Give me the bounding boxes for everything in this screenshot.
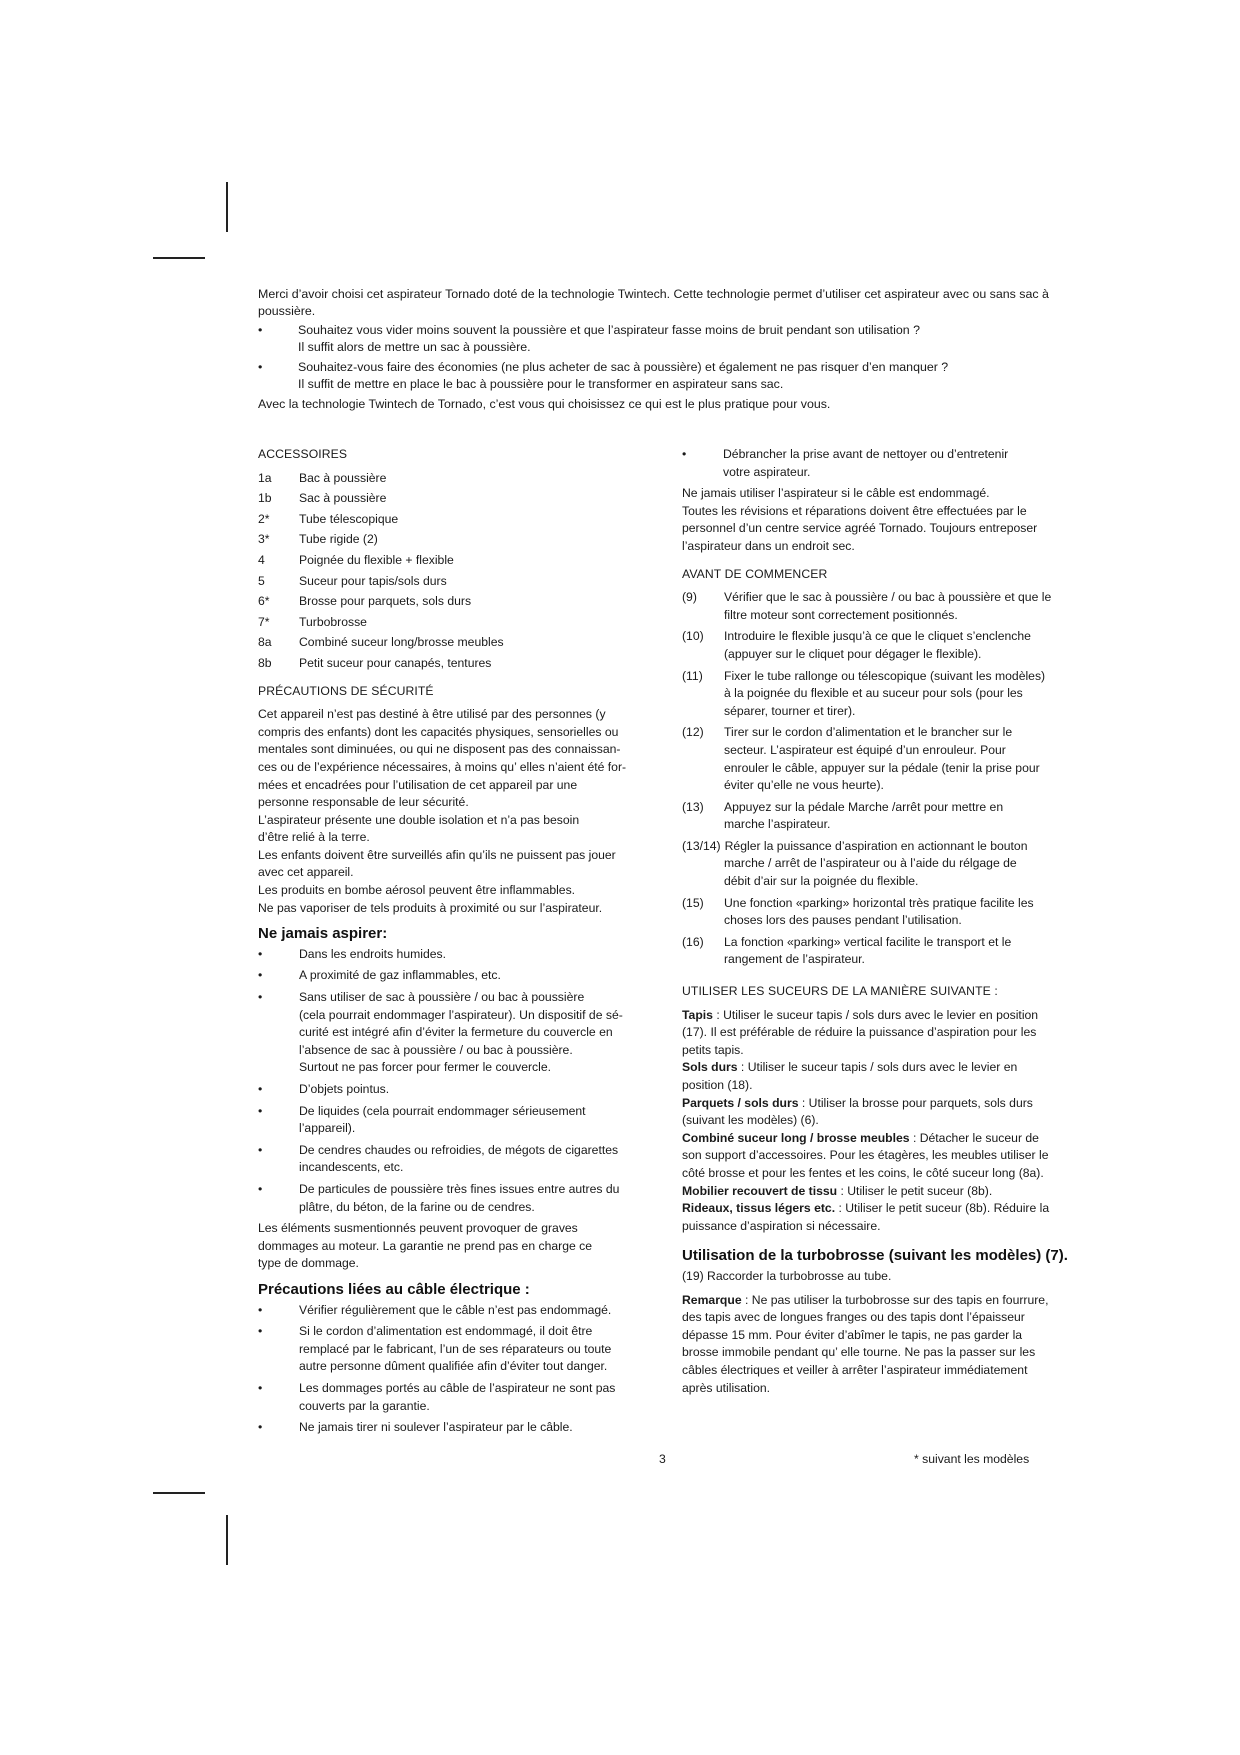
never-aspirate-title: Ne jamais aspirer:	[258, 925, 388, 943]
accessory-number: 8a	[258, 635, 272, 650]
list-item-text: Ne jamais tirer ni soulever l’aspirateur par le câble.	[299, 1420, 573, 1435]
nozzle-term: Tapis	[682, 1007, 713, 1022]
step-text: enrouler le câble, appuyer sur la pédale (tenir la prise pour	[724, 760, 1040, 775]
text-line: (suivant les modèles) (6).	[682, 1113, 819, 1128]
manual-page	[258, 286, 1072, 1435]
text-line: Les éléments susmentionnés peuvent provoquer de graves	[258, 1221, 578, 1236]
accessory-item	[258, 490, 650, 508]
crop-mark-bottom-vertical	[226, 1515, 228, 1565]
step-text: débit d’air sur la poignée du flexible.	[724, 874, 919, 889]
step-text: marche l’aspirateur.	[724, 817, 831, 832]
list-item-text: l’appareil).	[299, 1121, 356, 1136]
text-line: (17). Il est préférable de réduire la puissance d’aspiration pour les	[682, 1025, 1037, 1040]
list-item-text: (cela pourrait endommager l’aspirateur). Un dispositif de sé-	[299, 1007, 623, 1022]
step-text: séparer, tourner et tirer).	[724, 703, 856, 718]
text-line	[682, 1095, 1074, 1113]
accessory-number: 4	[258, 552, 265, 567]
step-number: (13)	[682, 799, 704, 814]
bullet-icon: •	[258, 1420, 263, 1435]
text-line: après utilisation.	[682, 1380, 771, 1395]
step-text: choses lors des pauses pendant l’utilisation.	[724, 913, 962, 928]
list-item	[258, 1323, 650, 1376]
text-line: L’aspirateur présente une double isolation et n’a pas besoin	[258, 812, 580, 827]
step-text: Vérifier que le sac à poussière / ou bac à poussière et que le	[724, 590, 1052, 605]
accessory-item	[258, 634, 650, 652]
accessory-item	[258, 552, 650, 570]
list-item-text: Surtout ne pas forcer pour fermer le couvercle.	[299, 1060, 551, 1075]
nozzle-term: Parquets / sols durs	[682, 1095, 799, 1110]
list-item	[258, 1081, 650, 1099]
text-line: petits tapis.	[682, 1042, 744, 1057]
accessory-item	[258, 655, 650, 673]
bullet-icon: •	[258, 990, 263, 1005]
accessory-label: Suceur pour tapis/sols durs	[299, 573, 447, 588]
text-line: dommages au moteur. La garantie ne prend pas en charge ce	[258, 1238, 593, 1253]
list-item-text: Si le cordon d’alimentation est endommagé, il doit être	[299, 1324, 593, 1339]
text-line: brosse immobile pendant qu’ elle tourne. Ne pas la passer sur les	[682, 1345, 1036, 1360]
accessory-label: Tube télescopique	[299, 511, 399, 526]
text-line: type de dommage.	[258, 1256, 359, 1271]
nozzle-term: Mobilier recouvert de tissu	[682, 1183, 838, 1198]
step-item	[682, 799, 1074, 834]
crop-mark-bottom-horizontal	[153, 1492, 205, 1494]
turbobrush-step: (19) Raccorder la turbobrosse au tube.	[682, 1268, 892, 1283]
cable-precautions-title: Précautions liées au câble électrique :	[258, 1280, 530, 1298]
step-number: (12)	[682, 725, 704, 740]
left-column	[258, 446, 650, 1441]
step-text: Fixer le tube rallonge ou télescopique (suivant les modèles)	[724, 668, 1046, 683]
step-item	[682, 668, 1074, 721]
accessory-label: Bac à poussière	[299, 470, 387, 485]
text-line: puissance d’aspiration si nécessaire.	[682, 1218, 881, 1233]
list-item-text: D’objets pointus.	[299, 1082, 390, 1096]
accessory-number: 6*	[258, 594, 270, 609]
text-line: compris des enfants) dont les capacités physiques, sensorielles ou	[258, 724, 619, 739]
step-text	[682, 838, 1074, 856]
accessory-item	[258, 593, 650, 611]
crop-mark-top-horizontal	[153, 257, 205, 259]
text-line: personne responsable de leur sécurité.	[258, 795, 469, 810]
step-item	[682, 628, 1074, 663]
list-item	[258, 1142, 650, 1177]
nozzle-term: Sols durs	[682, 1060, 738, 1075]
step-item	[682, 934, 1074, 969]
text-line: Les produits en bombe aérosol peuvent être inflammables.	[258, 883, 576, 898]
remark-paragraph	[682, 1292, 1074, 1398]
step-text: à la poignée du flexible et au suceur pour sols (pour les	[724, 686, 1023, 701]
accessory-label: Sac à poussière	[299, 491, 387, 506]
text-line: câbles électriques et veiller à arrêter l’aspirateur immédiatement	[682, 1362, 1028, 1377]
steps-list	[682, 589, 1074, 969]
text-line	[682, 1130, 1074, 1148]
text-line: avec cet appareil.	[258, 865, 354, 880]
turbobrush-title: Utilisation de la turbobrosse (suivant les modèles) (7).	[682, 1247, 1068, 1265]
bullet-icon: •	[682, 447, 687, 461]
cable-precautions-list	[258, 1302, 650, 1437]
list-item-text: autre personne dûment qualifiée afin d’éviter tout danger.	[299, 1359, 608, 1374]
list-item-text: De cendres chaudes ou refroidies, de mégots de cigarettes	[299, 1142, 619, 1157]
step-text: marche / arrêt de l’aspirateur ou à l’aide du rélgage de	[724, 856, 1017, 871]
step-text: secteur. L’aspirateur est équipé d’un enrouleur. Pour	[724, 742, 1006, 757]
step-number: (10)	[682, 629, 704, 644]
before-start-title: AVANT DE COMMENCER	[682, 566, 828, 581]
list-item-text: Vérifier régulièrement que le câble n’est pas endommagé.	[299, 1302, 612, 1317]
never-aspirate-list	[258, 946, 650, 1216]
intro-bullet-line: Souhaitez vous vider moins souvent la poussière et que l’aspirateur fasse moins de bruit pendant son utilisation ?	[298, 323, 920, 337]
step-text: (appuyer sur le cliquet pour dégager le flexible).	[724, 646, 982, 661]
step-number: (11)	[682, 668, 703, 683]
list-item	[258, 989, 650, 1077]
service-paragraph	[682, 485, 1074, 555]
text-line: Cet appareil n’est pas destiné à être utilisé par des personnes (y	[258, 707, 606, 722]
step-number: (15)	[682, 895, 704, 910]
nozzle-text: : Utiliser le suceur tapis / sols durs avec le levier en position	[712, 1007, 1039, 1022]
nozzles-paragraph	[682, 1007, 1074, 1236]
page-number: 3	[659, 1452, 666, 1466]
accessories-title: ACCESSOIRES	[258, 447, 348, 461]
list-item-text: De liquides (cela pourrait endommager sérieusement	[299, 1103, 586, 1118]
list-item	[258, 946, 650, 964]
intro-bullet-line: Il suffit alors de mettre un sac à poussière.	[298, 340, 531, 354]
step-item	[682, 589, 1074, 624]
text-line	[682, 1059, 1074, 1077]
list-item-text: Dans les endroits humides.	[299, 946, 446, 961]
text-line: des tapis avec de longues franges ou des tapis dont l’épaisseur	[682, 1310, 1025, 1325]
list-item-text: curité est intégré afin d’éviter la fermeture du couvercle en	[299, 1025, 613, 1040]
list-item-text: plâtre, du béton, de la farine ou de cendres.	[299, 1199, 535, 1214]
accessory-number: 1b	[258, 491, 272, 506]
step-text: Appuyez sur la pédale Marche /arrêt pour mettre en	[724, 799, 1004, 814]
text-line	[682, 1292, 1074, 1310]
step-text: éviter qu’elle ne vous heurte).	[724, 778, 884, 793]
accessory-item	[258, 573, 650, 591]
nozzle-text: : Détacher le suceur de	[909, 1130, 1039, 1145]
list-item-text: A proximité de gaz inflammables, etc.	[299, 968, 501, 983]
list-item-text: remplacé par le fabricant, l’un de ses réparateurs ou toute	[299, 1341, 612, 1356]
list-item-text: Sans utiliser de sac à poussière / ou bac à poussière	[299, 990, 585, 1005]
list-item-text: incandescents, etc.	[299, 1160, 404, 1175]
nozzles-title: UTILISER LES SUCEURS DE LA MANIÈRE SUIVANTE :	[682, 984, 998, 999]
bullet-icon: •	[258, 1380, 263, 1395]
list-item	[258, 1181, 650, 1216]
damage-paragraph	[258, 1220, 650, 1273]
step-item	[682, 838, 1074, 891]
list-item-text: De particules de poussière très fines issues entre autres du	[299, 1181, 620, 1196]
step-number: (9)	[682, 590, 697, 605]
step-text: Une fonction «parking» horizontal très pratique facilite les	[724, 895, 1034, 910]
step-item	[682, 895, 1074, 930]
text-line: personnel d’un centre service agréé Tornado. Toujours entreposer	[682, 521, 1038, 536]
text-line	[682, 1183, 1074, 1201]
list-item	[258, 1302, 650, 1320]
intro-section	[258, 286, 1072, 413]
bullet-icon: •	[258, 946, 263, 961]
text-line: Toutes les révisions et réparations doivent être effectuées par le	[682, 503, 1027, 518]
bullet-icon: •	[258, 1181, 263, 1196]
list-item-text: votre aspirateur.	[723, 464, 811, 479]
accessory-number: 8b	[258, 655, 272, 670]
text-line: son support d’accessoires. Pour les étagères, les meubles utiliser le	[682, 1148, 1049, 1163]
crop-mark-top-vertical	[226, 182, 228, 232]
nozzle-term: Combiné suceur long / brosse meubles	[682, 1130, 910, 1145]
step-number: (13/14)	[682, 838, 721, 853]
step-text: filtre moteur sont correctement positionnés.	[724, 607, 958, 622]
bullet-icon: •	[258, 968, 263, 983]
nozzle-text: : Utiliser le suceur tapis / sols durs avec le levier en	[737, 1060, 1018, 1075]
accessory-number: 2*	[258, 511, 270, 526]
step-text: rangement de l’aspirateur.	[724, 952, 865, 967]
text-line: dépasse 15 mm. Pour éviter d’abîmer le tapis, ne pas garder la	[682, 1327, 1023, 1342]
list-item	[258, 1103, 650, 1138]
safety-paragraph	[258, 706, 650, 917]
step-item	[682, 724, 1074, 794]
step-text: La fonction «parking» vertical facilite le transport et le	[724, 934, 1012, 949]
accessories-list	[258, 470, 650, 673]
text-line	[682, 1200, 1074, 1218]
list-item-text: Débrancher la prise avant de nettoyer ou d’entretenir	[723, 447, 1009, 461]
accessory-label: Poignée du flexible + flexible	[299, 552, 454, 567]
remark-text: : Ne pas utiliser la turbobrosse sur des tapis en fourrure,	[741, 1292, 1049, 1307]
nozzle-term: Rideaux, tissus légers etc.	[682, 1201, 836, 1216]
intro-closing: Avec la technologie Twintech de Tornado, c’est vous qui choisissez ce qui est le plus pratique pour vous.	[258, 397, 831, 411]
text-line: l’aspirateur dans un endroit sec.	[682, 538, 855, 553]
step-text-first: Régler la puissance d’aspiration en actionnant le bouton	[724, 838, 1028, 853]
accessory-item	[258, 511, 650, 529]
text-line	[682, 1007, 1074, 1025]
accessory-label: Petit suceur pour canapés, tentures	[299, 655, 492, 670]
bullet-icon: •	[258, 1103, 263, 1118]
intro-bullet-line: Souhaitez-vous faire des économies (ne plus acheter de sac à poussière) et également ne pas risquer d’en manquer ?	[298, 360, 949, 374]
list-item	[258, 1380, 650, 1415]
bullet-icon: •	[258, 1324, 263, 1339]
text-line: position (18).	[682, 1078, 753, 1092]
text-line: Ne pas vaporiser de tels produits à proximité ou sur l’aspirateur.	[258, 900, 603, 915]
list-item-text: Les dommages portés au câble de l’aspirateur ne sont pas	[299, 1380, 616, 1395]
accessory-item	[258, 470, 650, 488]
intro-bullet	[258, 359, 1072, 393]
accessory-item	[258, 614, 650, 632]
list-item	[682, 446, 1074, 481]
text-line: ces ou de l’expérience nécessaires, à moins qu’ elles n’aient été for-	[258, 759, 627, 774]
accessory-label: Turbobrosse	[299, 614, 367, 629]
bullet-icon: •	[258, 360, 263, 374]
right-column	[682, 446, 1074, 1397]
safety-title: PRÉCAUTIONS DE SÉCURITÉ	[258, 683, 434, 698]
accessory-number: 3*	[258, 532, 270, 547]
nozzle-text: : Utiliser la brosse pour parquets, sols durs	[798, 1095, 1033, 1110]
nozzle-text: : Utiliser le petit suceur (8b).	[837, 1183, 993, 1198]
text-line: Ne jamais utiliser l’aspirateur si le câble est endommagé.	[682, 486, 990, 501]
accessory-label: Tube rigide (2)	[299, 532, 378, 547]
text-line: d’être relié à la terre.	[258, 830, 370, 845]
accessory-number: 5	[258, 573, 265, 588]
nozzle-text: : Utiliser le petit suceur (8b). Réduire la	[835, 1201, 1050, 1216]
intro-bullet	[258, 322, 1072, 356]
list-item	[258, 1419, 650, 1437]
list-item-text: couverts par la garantie.	[299, 1398, 430, 1413]
accessory-number: 1a	[258, 470, 272, 485]
accessory-item	[258, 531, 650, 549]
bullet-icon: •	[258, 1302, 263, 1317]
intro-paragraph: Merci d’avoir choisi cet aspirateur Tornado doté de la technologie Twintech. Cette technologie permet d’utiliser cet aspirateur avec ou sans sac à poussière.	[258, 287, 1049, 318]
list-item	[258, 967, 650, 985]
text-line: mentales sont diminuées, ou qui ne disposent pas des connaissan-	[258, 742, 621, 757]
accessory-label: Combiné suceur long/brosse meubles	[299, 635, 504, 650]
text-line: côté brosse et pour les fentes et les coins, le côté suceur long (8a).	[682, 1165, 1044, 1180]
bullet-icon: •	[258, 1142, 263, 1157]
text-line: mées et encadrées pour l’utilisation de cet appareil par une	[258, 777, 578, 792]
text-line: Les enfants doivent être surveillés afin qu’ils ne puissent pas jouer	[258, 847, 616, 862]
footnote: * suivant les modèles	[914, 1452, 1030, 1466]
accessory-label: Brosse pour parquets, sols durs	[299, 594, 472, 609]
step-number: (16)	[682, 934, 704, 949]
accessory-number: 7*	[258, 614, 270, 629]
remark-label: Remarque	[682, 1292, 742, 1307]
intro-bullet-line: Il suffit de mettre en place le bac à poussière pour le transformer en aspirateur sans sac.	[298, 377, 784, 391]
bullet-icon: •	[258, 323, 263, 337]
bullet-icon: •	[258, 1082, 263, 1096]
list-item-text: l’absence de sac à poussière / ou bac à poussière.	[299, 1042, 573, 1057]
step-text: Introduire le flexible jusqu’à ce que le cliquet s’enclenche	[724, 629, 1031, 644]
step-text: Tirer sur le cordon d’alimentation et le brancher sur le	[724, 725, 1013, 740]
